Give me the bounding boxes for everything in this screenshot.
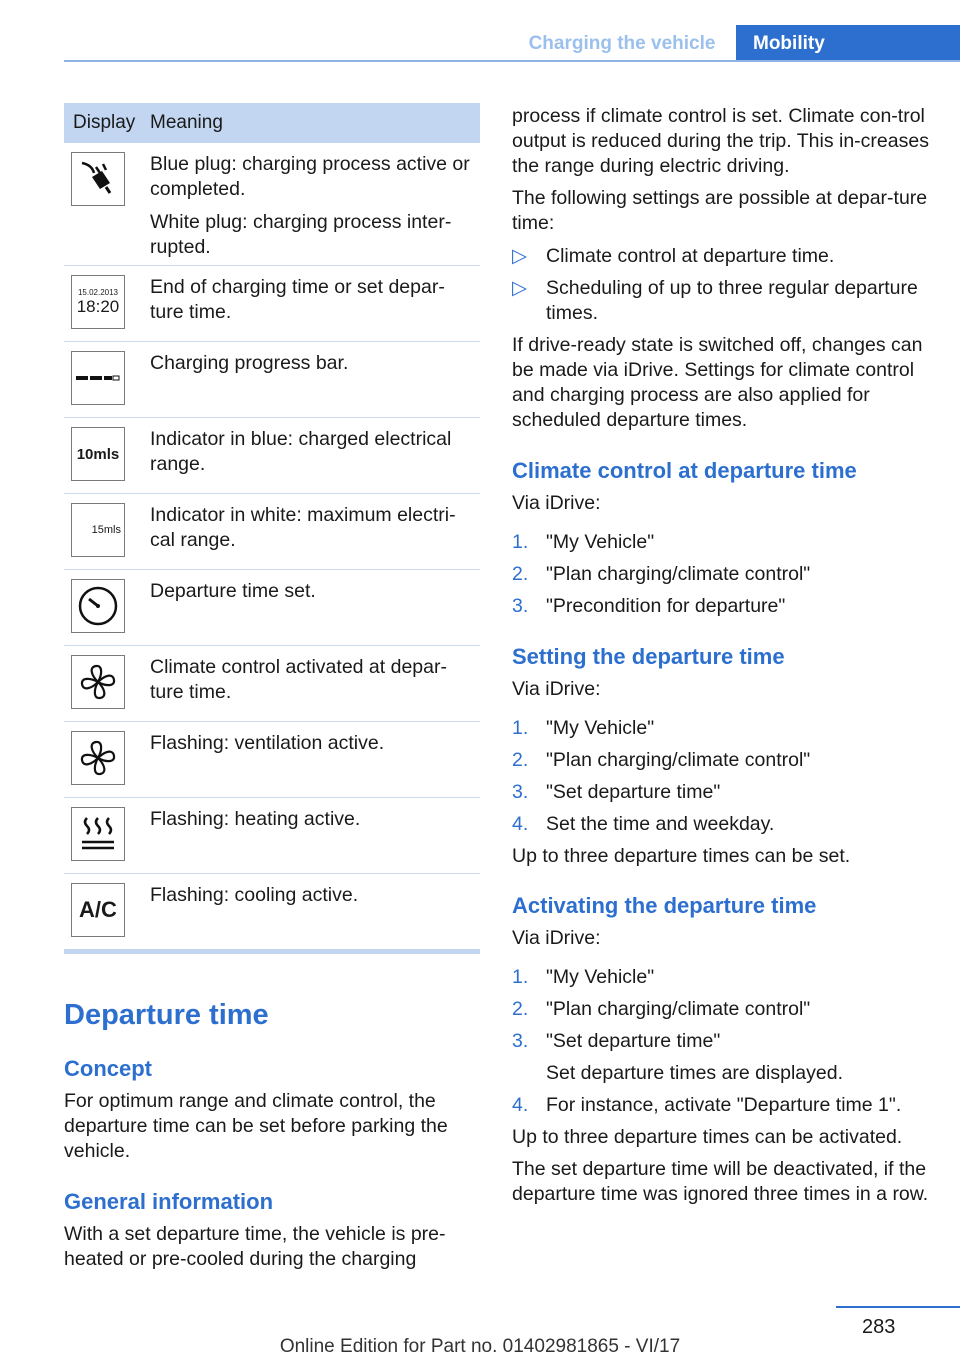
running-header-chapter: Mobility	[736, 25, 960, 62]
date-time-icon	[71, 275, 125, 329]
bullet-text: Scheduling of up to three regular departure times.	[546, 277, 918, 324]
step-text: "Plan charging/climate control"	[546, 998, 811, 1020]
table-row	[64, 341, 480, 418]
footer-rule	[836, 1306, 960, 1308]
row-meaning-text: Flashing: heating active.	[150, 808, 361, 830]
col-meaning-label: Meaning	[150, 112, 223, 133]
col-display-label: Display	[73, 112, 136, 133]
table-row	[64, 417, 480, 494]
progress-bar-icon	[71, 351, 125, 405]
paragraph: Up to three departure times can be set.	[512, 845, 851, 867]
concept-heading: Concept	[64, 1056, 152, 1081]
table-row	[64, 569, 480, 646]
paragraph: The following settings are possible at depar-ture time:	[512, 187, 928, 234]
row-meaning-text: Flashing: ventilation active.	[150, 732, 385, 754]
table-row	[64, 873, 480, 949]
step-text: "Plan charging/climate control"	[546, 749, 811, 771]
edition-footer: Online Edition for Part no. 01402981865 - VI/17	[279, 1336, 681, 1357]
icon-range-label: 15mls	[91, 524, 121, 536]
range-white-icon	[71, 503, 125, 557]
row-meaning-text: Flashing: cooling active.	[150, 884, 359, 906]
header-rule	[64, 60, 960, 62]
general-text: With a set departure time, the vehicle is pre-heated or pre-cooled during the charging	[64, 1223, 446, 1270]
table-row	[64, 721, 480, 798]
via-idrive-label: Via iDrive:	[512, 492, 601, 514]
table-end-rule	[64, 949, 480, 954]
row-meaning-text: White plug: charging process inter-rupted.	[150, 211, 452, 258]
setting-heading: Setting the departure time	[512, 644, 785, 669]
row-meaning-text: Indicator in white: maximum electri-cal range.	[150, 504, 456, 551]
row-meaning-text: Climate control activated at depar-ture time.	[150, 656, 447, 703]
bullet-triangle-icon: ▷	[512, 245, 527, 267]
concept-text: For optimum range and climate control, the departure time can be set before parking the vehicle.	[64, 1090, 448, 1162]
table-row	[64, 797, 480, 874]
icon-range-label: 10mls	[76, 445, 120, 463]
range-blue-icon	[71, 427, 125, 481]
ac-icon	[71, 883, 125, 937]
plug-icon	[71, 152, 125, 206]
via-idrive-label: Via iDrive:	[512, 927, 601, 949]
row-meaning-text: Departure time set.	[150, 580, 316, 602]
step-text: "My Vehicle"	[546, 531, 655, 553]
table-row	[64, 143, 480, 266]
icon-ac-label: A/C	[79, 897, 117, 922]
step-text: "Set departure time"	[546, 1030, 721, 1052]
via-idrive-label: Via iDrive:	[512, 678, 601, 700]
paragraph: process if climate control is set. Climate con-trol output is reduced during the trip. This in-creases the range during electric driving.	[512, 105, 929, 177]
step-text: For instance, activate "Departure time 1".	[546, 1094, 902, 1116]
step-text: "Precondition for departure"	[546, 595, 786, 617]
paragraph: Up to three departure times can be activated.	[512, 1126, 903, 1148]
section-title: Departure time	[64, 999, 269, 1031]
paragraph: The set departure time will be deactivated, if the departure time was ignored three times in a row.	[512, 1158, 929, 1205]
row-meaning-text: Indicator in blue: charged electrical range.	[150, 428, 452, 475]
step-subtext: Set departure times are displayed.	[546, 1062, 843, 1084]
fan-icon	[71, 731, 125, 785]
activating-heading: Activating the departure time	[512, 893, 817, 918]
step-text: "My Vehicle"	[546, 717, 655, 739]
row-meaning-text: End of charging time or set depar-ture time.	[150, 276, 445, 323]
fan-icon	[71, 655, 125, 709]
step-text: "My Vehicle"	[546, 966, 655, 988]
icon-time-label: 18:20	[76, 297, 120, 316]
step-text: "Plan charging/climate control"	[546, 563, 811, 585]
running-header-section: Charging the vehicle	[528, 33, 716, 54]
row-meaning-text: Charging progress bar.	[150, 352, 349, 374]
general-heading: General information	[64, 1189, 274, 1214]
bullet-text: Climate control at departure time.	[546, 245, 835, 267]
icon-date-label: 15.02.2013	[77, 288, 119, 297]
step-text: "Set departure time"	[546, 781, 721, 803]
table-row	[64, 265, 480, 342]
table-header	[64, 103, 480, 143]
climate-heading: Climate control at departure time	[512, 458, 857, 483]
step-text: Set the time and weekday.	[546, 813, 775, 835]
table-row	[64, 645, 480, 722]
table-row	[64, 493, 480, 570]
page-number: 283	[862, 1316, 896, 1338]
row-meaning-text: Blue plug: charging process active or completed.	[150, 153, 470, 200]
bullet-triangle-icon: ▷	[512, 277, 527, 299]
heating-icon	[71, 807, 125, 861]
clock-icon	[71, 579, 125, 633]
paragraph: If drive-ready state is switched off, changes can be made via iDrive. Settings for climate control and charging process are also applied for scheduled departure times.	[512, 334, 923, 431]
